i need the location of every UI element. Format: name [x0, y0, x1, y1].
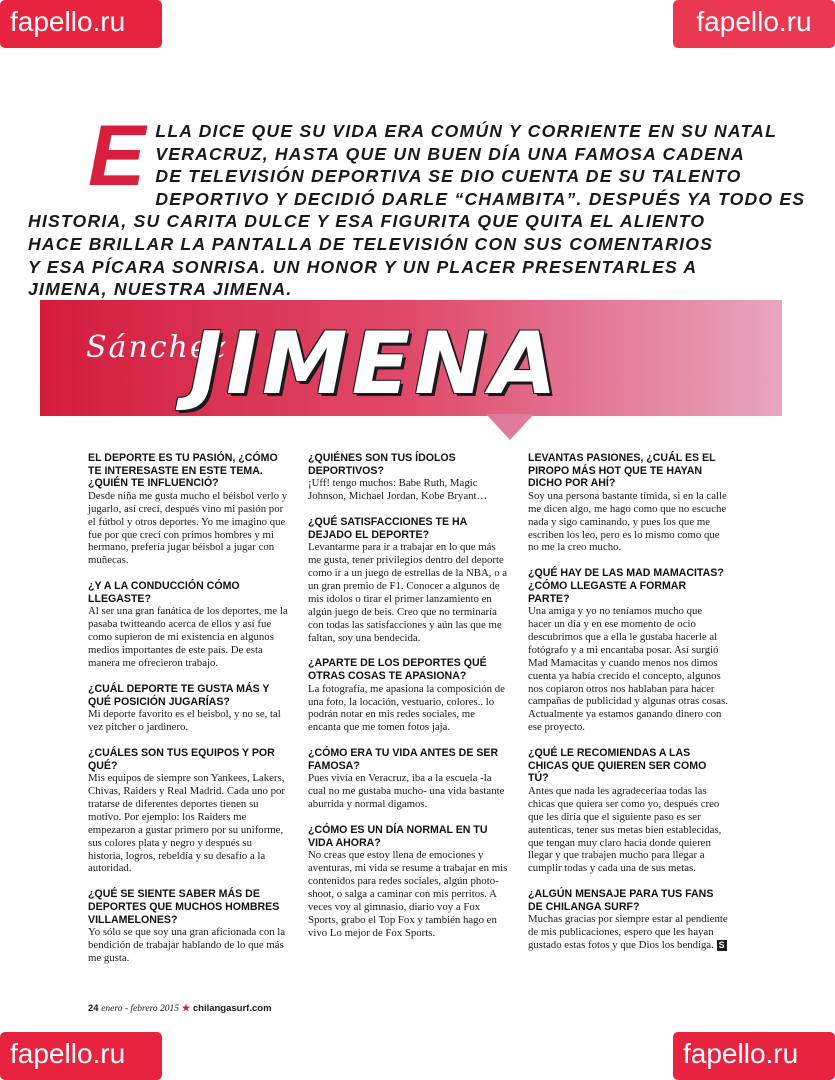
intro-line: HACE BRILLAR LA PANTALLA DE TELEVISIÓN CON SUS COMENTARIOS: [28, 233, 714, 254]
question: ¿CUÁL DEPORTE TE GUSTA MÁS Y QUÉ POSICIÓN JUGARÍAS?: [88, 682, 270, 708]
watermark-bottom-left: fapello.ru: [0, 1032, 162, 1080]
question: ¿QUIÉNES SON TUS ÍDOLOS DEPORTIVOS?: [308, 452, 456, 477]
question: ¿Y A LA CONDUCCIÓN CÓMO LLEGASTE?: [88, 580, 240, 605]
answer: Levantarme para ir a trabajar en lo que más me gusta, tener privilegios dentro del deporte como ir a un juego de estrellas de la NBA, o a un gran premio de F1. Conocer a algunos de mis ídolos o tirar el primer lanzamiento en algún juego de beis. Creo que no terminaría con todas las satisfacciones y aún las que me faltan, soy una bendecida.: [308, 541, 508, 644]
intro-line: DE TELEVISIÓN DEPORTIVA SE DIO CUENTA DE SU TALENTO: [155, 166, 742, 187]
question: EL DEPORTE ES TU PASIÓN, ¿CÓMO TE INTERESASTE EN ESTE TEMA. ¿QUIÉN TE INFLUENCIÓ?: [88, 452, 278, 490]
watermark-top-left: fapello.ru: [0, 0, 162, 48]
question: ¿QUÉ HAY DE LAS MAD MAMACITAS? ¿CÓMO LLEGASTE A FORMAR PARTE?: [528, 567, 724, 605]
column-1: [88, 452, 288, 978]
question: ¿QUÉ LE RECOMIENDAS A LAS CHICAS QUE QUIEREN SER COMO TÚ?: [528, 747, 707, 785]
question: ¿QUÉ SATISFACCIONES TE HA DEJADO EL DEPORTE?: [308, 516, 467, 541]
question: ¿CÓMO ES UN DÍA NORMAL EN TU VIDA AHORA?: [308, 824, 488, 849]
answer: Desde niña me gusta mucho el béisbol verlo y jugarlo, así crecí, después vino mi pasión por el fútbol y otros deportes. Yo me imagino que fue por que crecí con primos hombres y mi hermano, prefería jugar béisbol a jugar con muñecas.: [88, 489, 288, 567]
answer-text: Muchas gracias por siempre estar al pendiente de mis publicaciones, espero que les hayan gustado estas fotos y que Dios los bendiga.: [528, 913, 728, 952]
question: ¿APARTE DE LOS DEPORTES QUÉ OTRAS COSAS TE APASIONA?: [308, 657, 487, 683]
answer: Yo sólo se que soy una gran aficionada con la bendición de trabajar hablando de lo que más me gusta.: [88, 926, 286, 964]
intro-line: VERACRUZ, HASTA QUE UN BUEN DÍA UNA FAMOSA CADENA: [155, 143, 745, 164]
column-3: [528, 452, 728, 965]
watermark-bottom-right: fapello.ru: [673, 1032, 835, 1080]
answer: La fotografía, me apasiona la composición de una foto, la locación, vestuario, colores.. lo podrán notar en mis redes sociales, me encanta que me tomen fotos jaja.: [308, 682, 505, 734]
drop-cap: E: [88, 108, 146, 204]
page-footer: [88, 1003, 272, 1014]
answer: Al ser una gran fanática de los deportes, me la pasaba twitteando acerca de ellos y así fue como supieron de mi existencia en algunos medios importantes de este país. De esta manera me ofrecieron trabajo.: [88, 605, 288, 670]
answer: ¡Uff! tengo muchos: Babe Ruth, Magic Johnson, Michael Jordan, Kobe Bryant…: [308, 477, 488, 503]
question: ¿QUÉ SE SIENTE SABER MÁS DE DEPORTES QUE MUCHOS HOMBRES VILLAMELONES?: [88, 888, 280, 926]
site-name: chilangasurf.com: [192, 1003, 272, 1014]
question: ¿CUÁLES SON TUS EQUIPOS Y POR QUÉ?: [88, 746, 275, 772]
answer: Antes que nada les agradeceríaa todas las chicas que quiera ser como yo, después creo que les diría que el siguiente paso es ser autenticas, tener sus metas bien establecidas, que tengan muy claro hacia donde quieren llegar y que trabajen mucho para llegar a cumplir todas y cada una de sus metas.: [528, 784, 722, 875]
banner-surname: Sánchez: [86, 330, 228, 365]
title-banner: [40, 300, 782, 438]
answer: Soy una persona bastante tímida, si en la calle me dicen algo, me hago como que no escuche nada y sigo caminando, y pues los que me escriben los leo, pero es lo mismo como que no me la creo mucho.: [528, 489, 727, 554]
end-of-article-badge: S: [718, 940, 725, 951]
intro-line: HISTORIA, SU CARITA DULCE Y ESA FIGURITA QUE QUITA EL ALIENTO: [28, 211, 706, 232]
banner-name: JIMENA: [190, 314, 561, 414]
column-2: [308, 452, 508, 953]
intro-paragraph: [28, 108, 806, 301]
answer: No creas que estoy llena de emociones y aventuras, mi vida se resume a trabajar en mis contenidos para redes sociales, algún photo-shoot, o salga a caminar con mis perritos. A veces voy al gimnasio, diario voy a Fox Sports, grabo el Top Fox y también hago en vivo Lo mejor de Fox Sports.: [308, 849, 508, 939]
answer: Pues vivía en Veracruz, iba a la escuela -la cual no me gustaba mucho- una vida bastante aburrida y normal digamos.: [308, 772, 505, 811]
intro-line: LLA DICE QUE SU VIDA ERA COMÚN Y CORRIENTE EN SU NATAL: [155, 121, 778, 141]
question: ¿ALGÚN MENSAJE PARA TUS FANS DE CHILANGA SURF?: [528, 888, 714, 913]
answer: Mis equipos de siempre son Yankees, Lakers, Chivas, Raiders y Real Madrid. Cada uno por tratarse de diferentes deportes tienen su motivo. Por ejemplo: los Raiders me empezaron a gustar primero por su uniforme, sus colores plata y negro y después su historia, logros, rebeldía y su desafío a la autoridad.: [88, 772, 286, 875]
intro-line: DEPORTIVO Y DECIDIÓ DARLE “CHAMBITA”. DESPUÉS YA TODO ES: [155, 188, 806, 209]
watermark-top-right: fapello.ru: [673, 0, 835, 48]
answer: Una amiga y yo no teníamos mucho que hacer un día y en ese momento de ocio descubrimos que a ella le gustaba hacerle al fotógrafo y a mi encantaba posar. Así surgió Mad Mamacitas y cuando menos nos dimos cuenta ya había crecido el concepto, algunos nos copiaron otros nos hablaban para hacer campañas de publicidad y algunas otras cosas. Actualmente ya estamos ganando dinero con ese proyecto.: [528, 605, 728, 734]
intro-line: JIMENA, NUESTRA JIMENA.: [28, 279, 293, 300]
question: LEVANTAS PASIONES, ¿CUÁL ES EL PIROPO MÁS HOT QUE TE HAYAN DICHO POR AHÍ?: [528, 452, 716, 490]
question: ¿CÓMO ERA TU VIDA ANTES DE SER FAMOSA?: [308, 747, 499, 772]
intro-line: Y ESA PÍCARA SONRISA. UN HONOR Y UN PLACER PRESENTARLES A: [28, 256, 698, 277]
page-number: 24: [88, 1003, 99, 1014]
issue-date: enero - febrero 2015: [101, 1004, 180, 1014]
answer: [528, 913, 728, 952]
speech-bubble-tail: [486, 414, 534, 440]
answer: Mi deporte favorito es el beisbol, y no se, tal vez pitcher o jardinero.: [88, 708, 281, 734]
star-icon: ★: [181, 1003, 191, 1014]
